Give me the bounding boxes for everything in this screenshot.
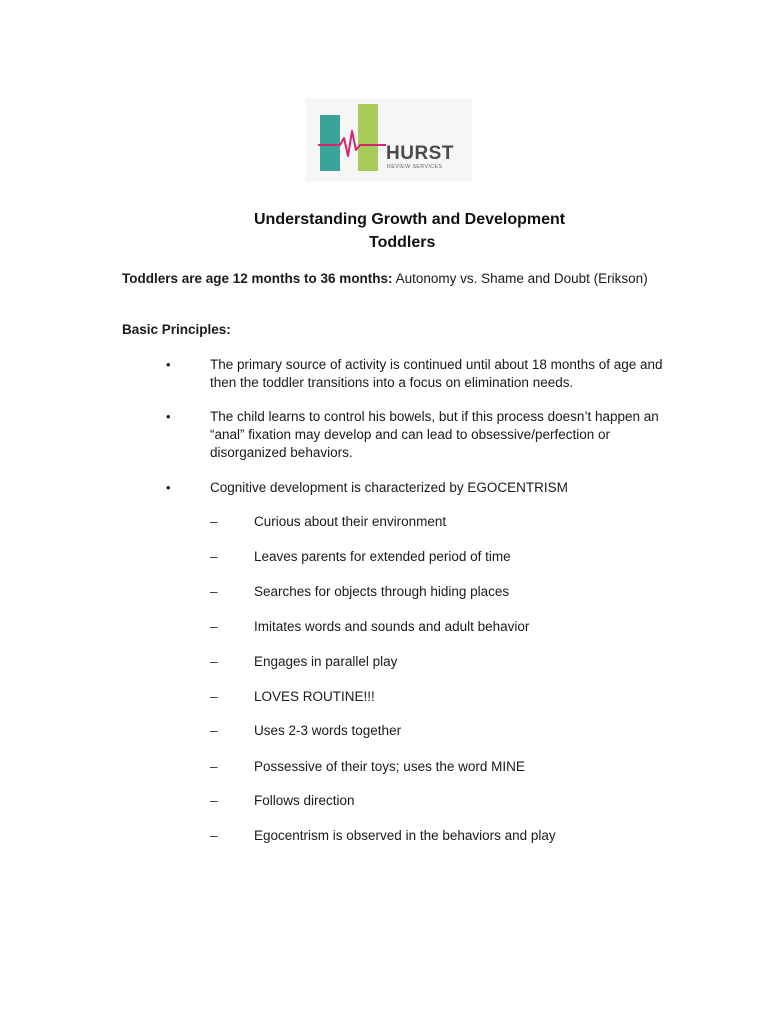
bullet-item: The primary source of activity is continued until about 18 months of age and then the toddler transitions into a focus on elimination needs. (210, 357, 663, 390)
bullet-marker: • (166, 357, 171, 372)
logo-green-bar (358, 104, 378, 171)
sub-item: Searches for objects through hiding places (254, 584, 510, 599)
document-title: Understanding Growth and Development (254, 211, 566, 228)
dash-marker: – (210, 654, 218, 669)
sub-item: Egocentrism is observed in the behaviors and play (254, 828, 556, 843)
sub-item: Engages in parallel play (254, 654, 398, 669)
sub-item: Imitates words and sounds and adult behavior (254, 619, 530, 634)
sub-item: Follows direction (254, 793, 355, 808)
logo-name: HURST (386, 143, 454, 164)
sub-item: Uses 2-3 words together (254, 723, 402, 738)
bullet-item: Cognitive development is characterized by EGOCENTRISM (210, 480, 568, 495)
dash-marker: – (210, 689, 218, 704)
intro-bold: Toddlers are age 12 months to 36 months: (122, 271, 393, 286)
logo-teal-bar (320, 115, 340, 171)
dash-marker: – (210, 619, 218, 634)
bullet-item: The child learns to control his bowels, but if this process doesn’t happen an “anal” fixation may develop and can lead to obsessive/perfection or disorganized behaviors. (210, 409, 659, 460)
bullet-marker: • (166, 409, 171, 424)
sub-item: Curious about their environment (254, 514, 447, 529)
sub-item: Leaves parents for extended period of time (254, 549, 511, 564)
logo-subtitle: REVIEW SERVICES (387, 164, 443, 170)
section-heading: Basic Principles: (122, 322, 231, 337)
dash-marker: – (210, 793, 218, 808)
intro-rest: Autonomy vs. Shame and Doubt (Erikson) (392, 271, 648, 286)
bullet-marker: • (166, 480, 171, 495)
sub-item: LOVES ROUTINE!!! (254, 689, 375, 704)
intro-line (122, 270, 648, 288)
dash-marker: – (210, 549, 218, 564)
dash-marker: – (210, 759, 218, 774)
dash-marker: – (210, 514, 218, 529)
document-subtitle: Toddlers (369, 234, 436, 251)
dash-marker: – (210, 723, 218, 738)
sub-item: Possessive of their toys; uses the word MINE (254, 759, 525, 774)
dash-marker: – (210, 584, 218, 599)
hurst-logo (306, 98, 472, 182)
dash-marker: – (210, 828, 218, 843)
